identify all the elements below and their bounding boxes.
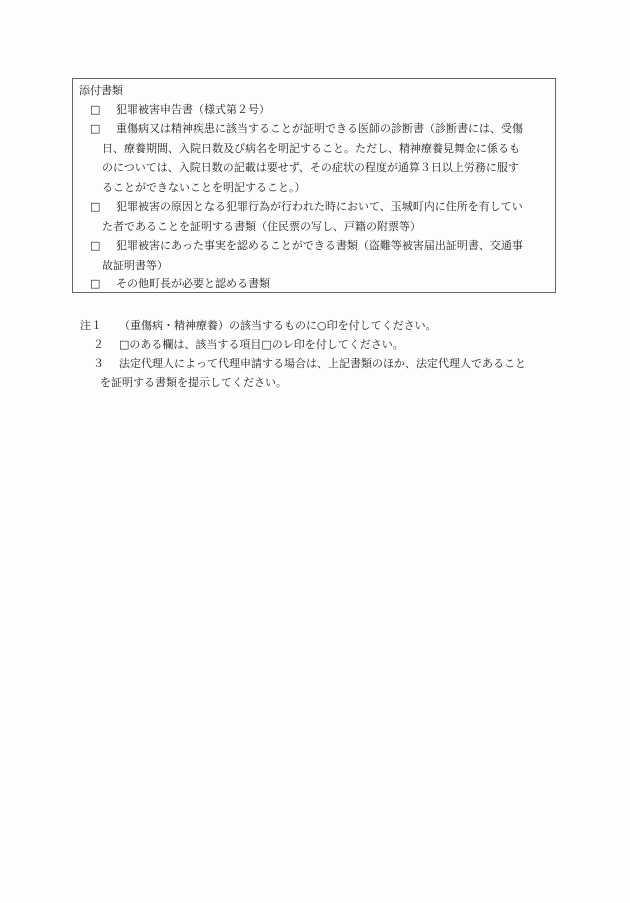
item-text: その他町長が必要と認める書類	[116, 277, 270, 290]
note-item	[80, 373, 560, 392]
note-number: ３	[93, 357, 104, 370]
attachments-box	[72, 78, 556, 293]
note-number: ２	[93, 338, 104, 351]
note-text: （重傷病・精神療養）の該当するものに○印を付してください。	[119, 319, 437, 332]
item-text: 犯罪被害の原因となる犯罪行為が行われた時において、玉城町内に住所を有してい	[116, 200, 523, 213]
item-text: 故証明書等）	[102, 258, 168, 272]
item-text: 犯罪被害申告書（様式第２号）	[116, 103, 270, 116]
note-item	[80, 354, 560, 373]
item-text: のについては、入院日数の記載は要せず、その症状の程度が通算３日以上労務に服す	[102, 161, 519, 174]
item-text: 日、療養期間、入院日数及び病名を明記すること。ただし、精神療養見舞金に係るも	[102, 141, 520, 155]
note-number: 注１	[80, 319, 102, 332]
checkbox-icon[interactable]: □	[90, 103, 101, 116]
checkbox-icon[interactable]: □	[90, 122, 101, 135]
item-text: ることができないことを明記すること。）	[102, 180, 306, 194]
item-text: 重傷病又は精神疾患に該当することが証明できる医師の診断書（診断書には、受傷	[116, 122, 523, 135]
note-text: を証明する書類を提示してください。	[100, 376, 287, 389]
item-text: た者であることを証明する書類（住民票の写し、戸籍の附票等）	[102, 219, 421, 233]
note-item	[80, 316, 560, 335]
note-item	[80, 335, 560, 354]
item-text: 犯罪被害にあった事実を認めることができる書類（盗難等被害届出証明書、交通事	[116, 239, 523, 252]
checkbox-icon[interactable]: □	[90, 200, 101, 213]
note-text: □のある欄は、該当する項目□のレ印を付してください。	[119, 338, 404, 351]
attachments-title: 添付書類	[79, 84, 123, 97]
checkbox-icon[interactable]: □	[90, 239, 101, 252]
checkbox-icon[interactable]: □	[90, 277, 101, 290]
note-text: 法定代理人によって代理申請する場合は、上記書類のほか、法定代理人であること	[119, 357, 526, 370]
notes-section	[80, 316, 560, 392]
